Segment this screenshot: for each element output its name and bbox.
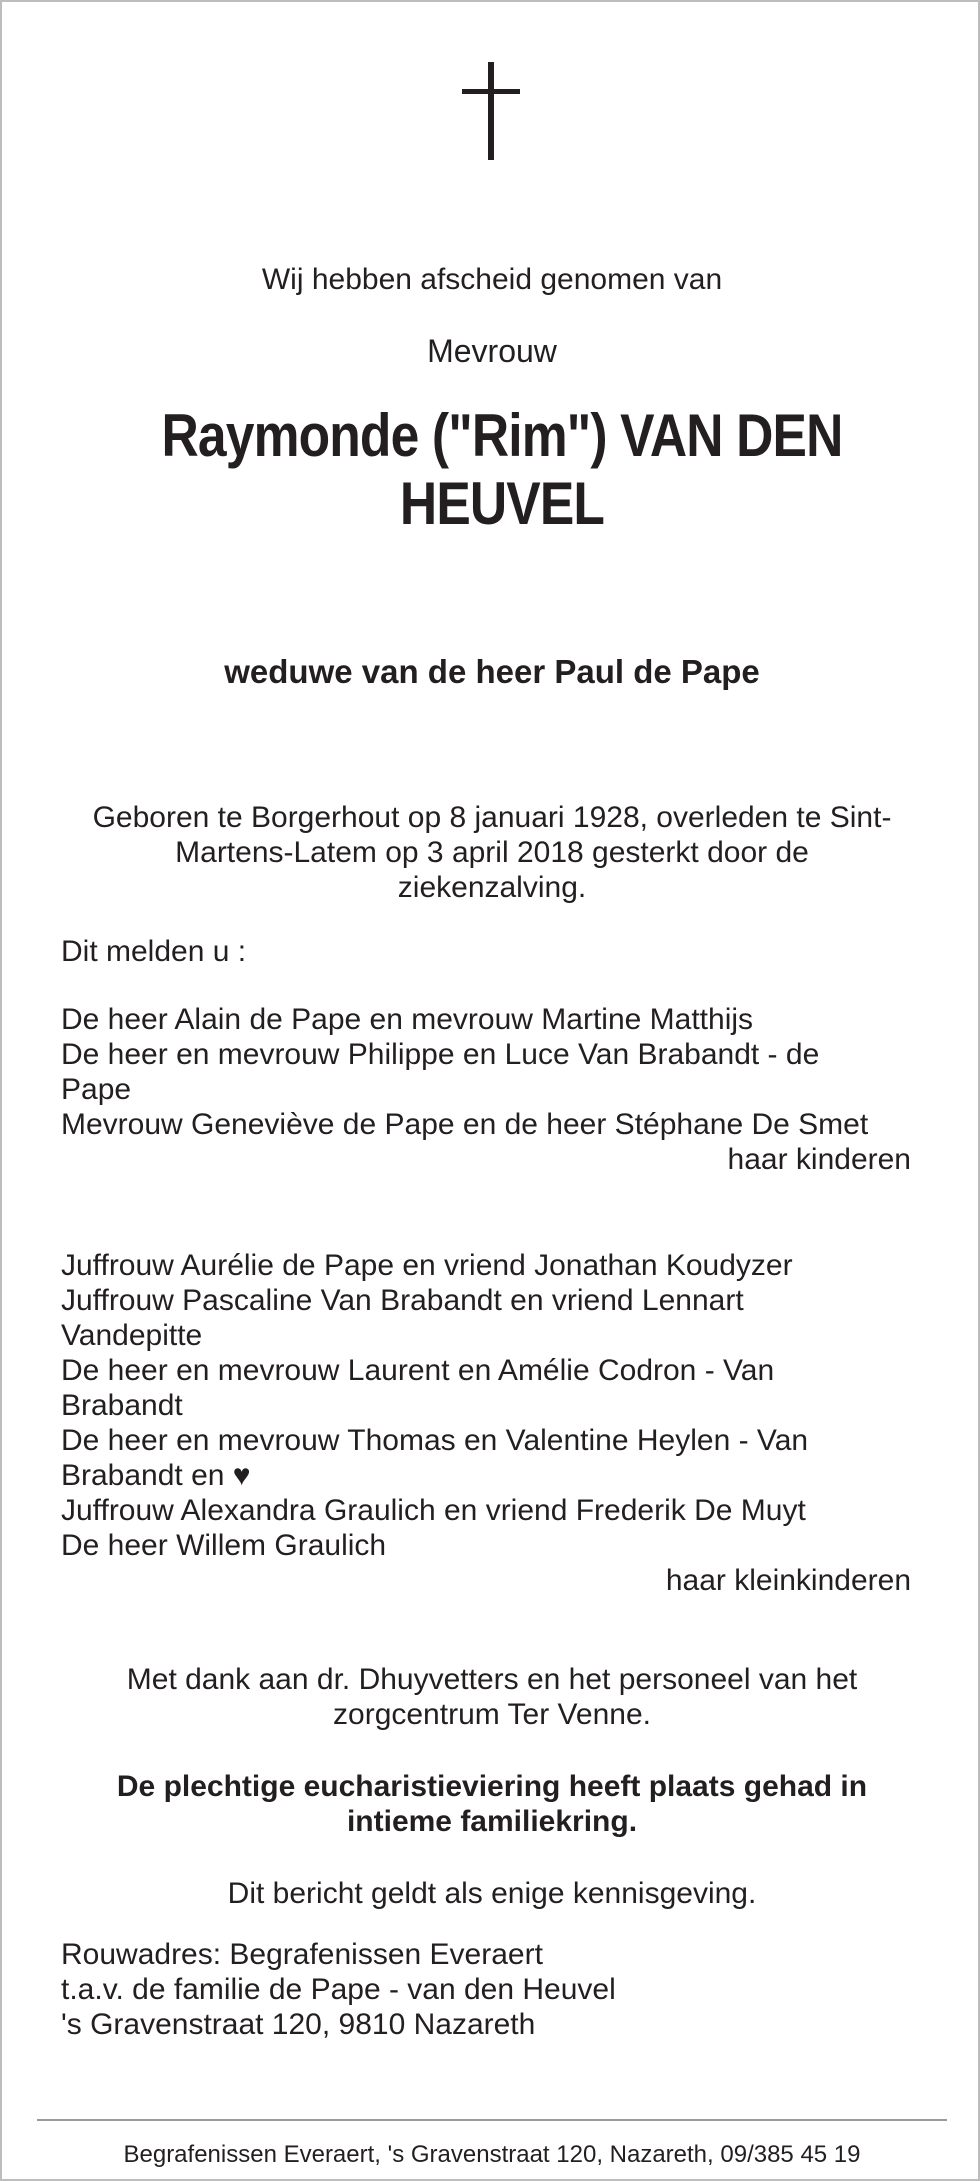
children-role: haar kinderen	[727, 1143, 911, 1176]
list-item: Juffrouw Alexandra Graulich en vriend Frederik De Muyt	[61, 1494, 806, 1527]
footer-contact: Begrafenissen Everaert, 's Gravenstraat 120, Nazareth, 09/385 45 19	[123, 2141, 861, 2168]
list-item: Mevrouw Geneviève de Pape en de heer Stéphane De Smet	[61, 1108, 869, 1141]
list-item: Pape	[61, 1073, 132, 1106]
list-item: De heer en mevrouw Philippe en Luce Van Brabandt - de	[61, 1038, 820, 1071]
mourning-address	[61, 1937, 911, 2042]
thanks-line-1: Met dank aan dr. Dhuyvetters en het personeel van het	[126, 1663, 858, 1696]
announcement-label: Dit melden u :	[61, 935, 247, 968]
address-line-2: t.a.v. de familie de Pape - van den Heuvel	[61, 1973, 616, 2006]
list-item: De heer en mevrouw Laurent en Amélie Codron - Van	[61, 1354, 775, 1387]
birth-line-3: ziekenzalving.	[397, 871, 587, 904]
widow-of: weduwe van de heer Paul de Pape	[224, 653, 760, 690]
deceased-name	[149, 402, 854, 538]
list-item: Brabandt en ♥	[61, 1459, 251, 1492]
address-line-3: 's Gravenstraat 120, 9810 Nazareth	[61, 2008, 536, 2041]
list-item: Vandepitte	[61, 1319, 203, 1352]
ceremony-line-2: intieme familiekring.	[346, 1805, 638, 1838]
deceased-name-line-2: HEUVEL	[399, 470, 605, 537]
children-list	[61, 1002, 911, 1177]
ceremony-text	[62, 1769, 922, 1839]
latin-cross-icon	[442, 62, 540, 162]
deceased-name-line-1: Raymonde ("Rim") VAN DEN	[161, 402, 843, 469]
honorific: Mevrouw	[427, 333, 557, 369]
notice-text: Dit bericht geldt als enige kennisgeving.	[227, 1877, 757, 1910]
intro-text: Wij hebben afscheid genomen van	[261, 263, 723, 296]
list-item: De heer en mevrouw Thomas en Valentine Heylen - Van	[61, 1424, 809, 1457]
footer-divider	[37, 2119, 947, 2121]
birth-line-1: Geboren te Borgerhout op 8 januari 1928, overleden te Sint-	[92, 801, 892, 834]
list-item: De heer Alain de Pape en mevrouw Martine Matthijs	[61, 1003, 754, 1036]
list-item: Juffrouw Pascaline Van Brabandt en vriend Lennart	[61, 1284, 744, 1317]
grandchildren-list	[61, 1248, 911, 1598]
list-item: Brabandt	[61, 1389, 183, 1422]
thanks-line-2: zorgcentrum Ter Venne.	[333, 1698, 651, 1731]
list-item: De heer Willem Graulich	[61, 1529, 387, 1562]
thanks-text	[92, 1662, 892, 1732]
birth-line-2: Martens-Latem op 3 april 2018 gesterkt door de	[175, 836, 809, 869]
list-item: Juffrouw Aurélie de Pape en vriend Jonathan Koudyzer	[61, 1249, 793, 1282]
address-line-1: Rouwadres: Begrafenissen Everaert	[61, 1938, 543, 1971]
grandchildren-role: haar kleinkinderen	[665, 1564, 911, 1597]
birth-death-info	[62, 800, 922, 905]
ceremony-line-1: De plechtige eucharistieviering heeft plaats gehad in	[116, 1770, 868, 1803]
